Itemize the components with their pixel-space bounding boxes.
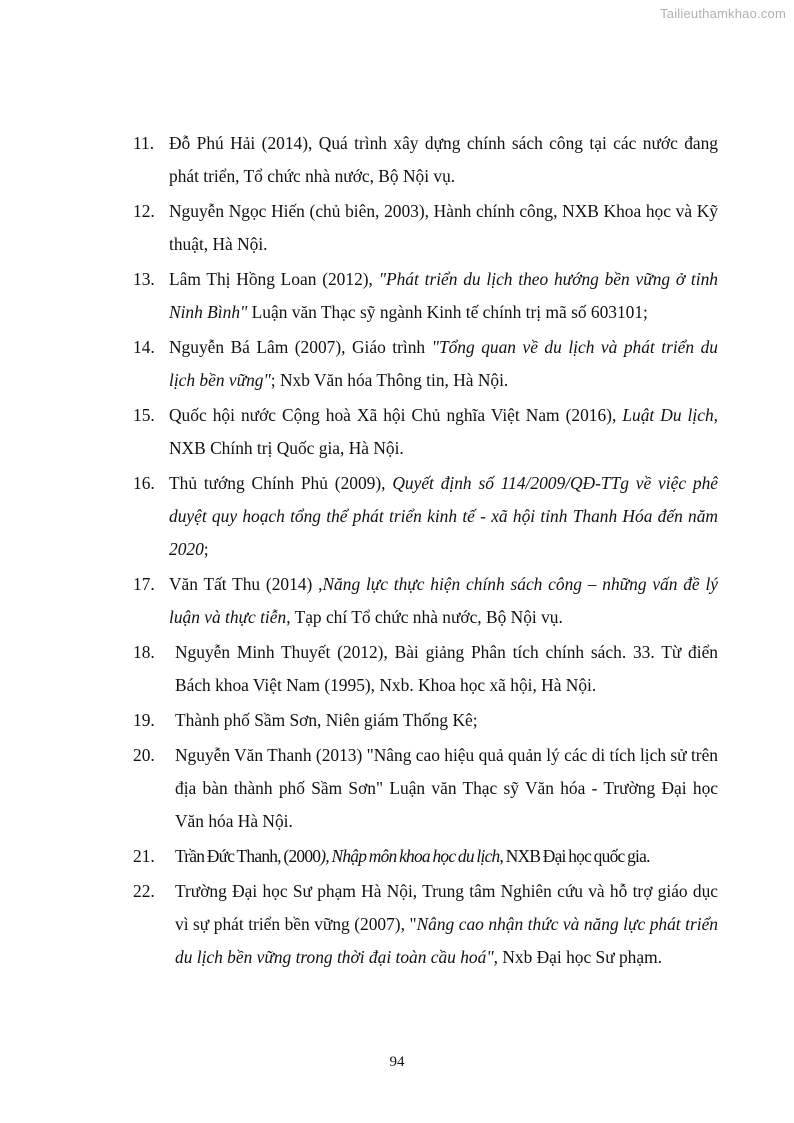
- reference-item: [0, 331, 794, 397]
- reference-item: [0, 840, 794, 873]
- reference-number: 12.: [133, 201, 155, 221]
- reference-number: 18.: [133, 642, 155, 662]
- reference-text: Trường Đại học Sư phạm Hà Nội, Trung tâm Nghiên cứu và hỗ trợ giáo dục vì sự phát triển bền vững (2007), "Nâng cao nhận thức và năng lực phát triển du lịch bền vững trong thời đại toàn cầu hoá", Nxb Đại học Sư phạm.: [175, 881, 718, 967]
- reference-number: 13.: [133, 269, 155, 289]
- reference-text: Văn Tất Thu (2014) ,Năng lực thực hiện chính sách công – những vấn đề lý luận và thực tiễn, Tạp chí Tổ chức nhà nước, Bộ Nội vụ.: [169, 574, 718, 627]
- reference-number: 14.: [133, 337, 155, 357]
- reference-item: [0, 739, 794, 838]
- reference-number: 20.: [133, 745, 155, 765]
- reference-item: [0, 704, 794, 737]
- reference-text: Thành phố Sầm Sơn, Niên giám Thống Kê;: [175, 710, 478, 730]
- reference-text: Nguyễn Văn Thanh (2013) "Nâng cao hiệu quả quản lý các di tích lịch sử trên địa bàn thành phố Sầm Sơn" Luận văn Thạc sỹ Văn hóa - Trường Đại học Văn hóa Hà Nội.: [175, 745, 718, 831]
- reference-item: [0, 399, 794, 465]
- reference-list: [0, 127, 794, 976]
- reference-number: 15.: [133, 405, 155, 425]
- reference-item: [0, 568, 794, 634]
- reference-number: 17.: [133, 574, 155, 594]
- reference-item: [0, 875, 794, 974]
- reference-item: [0, 127, 794, 193]
- reference-item: [0, 467, 794, 566]
- page-number: 94: [389, 1054, 405, 1070]
- reference-text: Nguyễn Bá Lâm (2007), Giáo trình "Tổng quan về du lịch và phát triển du lịch bền vững"; Nxb Văn hóa Thông tin, Hà Nội.: [169, 337, 718, 390]
- reference-text: Nguyễn Ngọc Hiến (chủ biên, 2003), Hành chính công, NXB Khoa học và Kỹ thuật, Hà Nội.: [169, 201, 718, 254]
- reference-text: Đỗ Phú Hải (2014), Quá trình xây dựng chính sách công tại các nước đang phát triển, Tổ chức nhà nước, Bộ Nội vụ.: [169, 133, 718, 186]
- reference-number: 21.: [133, 846, 155, 866]
- reference-text: Lâm Thị Hồng Loan (2012), "Phát triển du lịch theo hướng bền vững ở tỉnh Ninh Bình" Luận văn Thạc sỹ ngành Kinh tế chính trị mã số 603101;: [169, 269, 718, 322]
- watermark: Tailieuthamkhao.com: [660, 6, 786, 21]
- reference-number: 22.: [133, 881, 155, 901]
- reference-text: Thủ tướng Chính Phủ (2009), Quyết định số 114/2009/QĐ-TTg về việc phê duyệt quy hoạch tổng thể phát triển kinh tế - xã hội tỉnh Thanh Hóa đến năm 2020;: [169, 473, 718, 559]
- reference-item: [0, 636, 794, 702]
- reference-text: Quốc hội nước Cộng hoà Xã hội Chủ nghĩa Việt Nam (2016), Luật Du lịch, NXB Chính trị Quốc gia, Hà Nội.: [169, 405, 718, 458]
- reference-text: Nguyễn Minh Thuyết (2012), Bài giảng Phân tích chính sách. 33. Từ điển Bách khoa Việt Nam (1995), Nxb. Khoa học xã hội, Hà Nội.: [175, 642, 718, 695]
- reference-text: Trần Đức Thanh, (2000), Nhập môn khoa học du lịch, NXB Đại học quốc gia.: [175, 846, 650, 866]
- reference-number: 11.: [133, 133, 155, 153]
- reference-item: [0, 195, 794, 261]
- reference-number: 16.: [133, 473, 155, 493]
- reference-number: 19.: [133, 710, 155, 730]
- reference-item: [0, 263, 794, 329]
